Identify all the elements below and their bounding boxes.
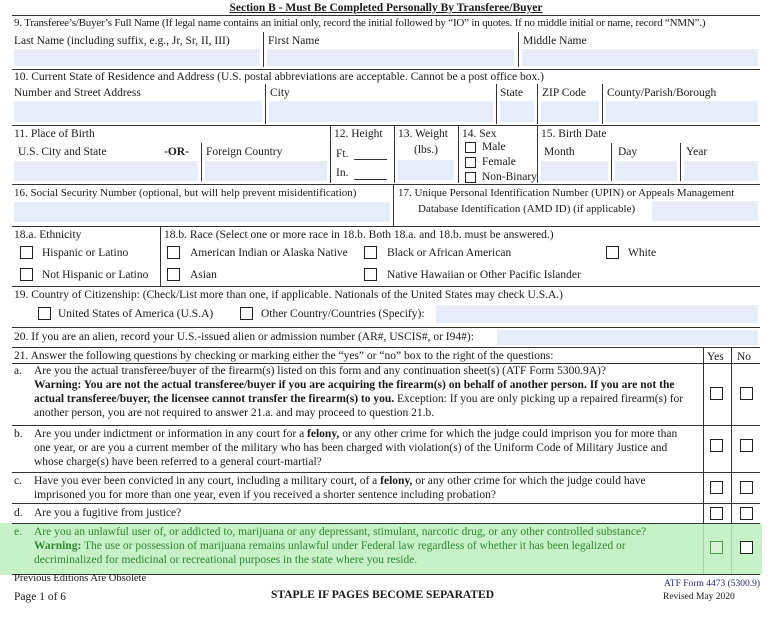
q10-city-label: City <box>270 87 290 99</box>
q21e-text <box>34 525 696 567</box>
q21c-bold: felony, <box>380 475 413 487</box>
q21c-text <box>34 474 696 502</box>
q12-in-label: In. <box>336 167 349 179</box>
race-pacific-islander-label: Native Hawaiian or Other Pacific Islander <box>387 269 581 281</box>
q9-middle-label: Middle Name <box>523 35 587 47</box>
first-name-field[interactable] <box>267 49 514 66</box>
q21b-no-checkbox[interactable] <box>740 439 753 452</box>
q9-last-label: Last Name (including suffix, e.g., Jr, Sr, II, III) <box>14 35 230 47</box>
q10-street-label: Number and Street Address <box>14 87 141 99</box>
q15-month-label: Month <box>544 146 575 158</box>
q17-label-line1: 17. Unique Personal Identification Number (UPIN) or Appeals Management <box>398 187 735 199</box>
q21d-yes-checkbox[interactable] <box>710 507 723 520</box>
q15-year-label: Year <box>686 146 708 158</box>
q21e-warning-rest: The use or possession of marijuana remains unlawful under Federal law regardless of whether it has been legalized or decriminalized for medicinal or recreational purposes in the state where you reside. <box>34 540 626 566</box>
race-white-checkbox[interactable] <box>606 246 619 259</box>
birth-year-field[interactable] <box>684 161 758 181</box>
footer-revised: Revised May 2020 <box>663 592 735 602</box>
q21b-text <box>34 427 696 469</box>
q13-unit-label: (lbs.) <box>414 144 438 156</box>
race-american-indian-label: American Indian or Alaska Native <box>190 247 348 259</box>
city-field[interactable] <box>269 101 493 122</box>
q21e-no-checkbox[interactable] <box>740 541 753 554</box>
q19-label: 19. Country of Citizenship: (Check/List more than one, if applicable. Nationals of the United States may check U.S.A.) <box>14 289 564 301</box>
hispanic-checkbox[interactable] <box>20 246 33 259</box>
other-country-field[interactable] <box>436 305 758 323</box>
sex-female-label: Female <box>482 156 516 168</box>
weight-field[interactable] <box>398 160 454 180</box>
q10-state-label: State <box>500 87 523 99</box>
q12-ft-label: Ft. <box>336 148 349 160</box>
q11-foreign-label: Foreign Country <box>206 146 283 158</box>
q21b-yes-checkbox[interactable] <box>710 439 723 452</box>
height-inches-field[interactable] <box>354 179 387 180</box>
q21a-no-checkbox[interactable] <box>740 387 753 400</box>
q21c-post: or any other crime for which the judge could have imprisoned you for more than one year, even if you received a shorter sentence including probation? <box>34 475 646 501</box>
q11-label: 11. Place of Birth <box>14 128 95 140</box>
birth-day-field[interactable] <box>615 161 677 181</box>
q21d-no-checkbox[interactable] <box>740 507 753 520</box>
sex-male-checkbox[interactable] <box>465 142 476 153</box>
upin-field[interactable] <box>652 201 758 221</box>
citizenship-usa-label: United States of America (U.S.A) <box>58 308 214 320</box>
citizenship-usa-checkbox[interactable] <box>38 307 51 320</box>
q21a-yes-checkbox[interactable] <box>710 387 723 400</box>
not-hispanic-checkbox[interactable] <box>20 268 33 281</box>
sex-nonbinary-label: Non-Binary <box>482 171 537 183</box>
race-black-label: Black or African American <box>387 247 512 259</box>
footer-form-number: ATF Form 4473 (5300.9) <box>664 579 761 589</box>
alien-number-field[interactable] <box>497 330 758 345</box>
q21e-warning-bold: Warning: <box>34 540 82 552</box>
q15-day-label: Day <box>618 146 638 158</box>
sex-nonbinary-checkbox[interactable] <box>465 172 476 183</box>
q18a-label: 18.a. Ethnicity <box>14 229 82 241</box>
q21e-letter: e. <box>14 526 22 538</box>
us-city-state-field[interactable] <box>14 161 198 181</box>
q14-label: 14. Sex <box>462 128 497 140</box>
race-pacific-islander-checkbox[interactable] <box>364 268 377 281</box>
q21e-question: Are you an unlawful user of, or addicted to, marijuana or any depressant, stimulant, narcotic drug, or any other controlled substance? <box>34 526 647 538</box>
birth-month-field[interactable] <box>541 161 608 181</box>
q21c-pre: Have you ever been convicted in any court, including a military court, of a <box>34 475 381 487</box>
height-feet-field[interactable] <box>354 159 387 160</box>
race-white-label: White <box>628 247 657 259</box>
footer-obsolete: Previous Editions Are Obsolete <box>14 573 147 584</box>
q21a-warning-rest: Exception: If you are only picking up a repaired firearm(s) for another person, you are not required to answer 21.a. and may proceed to question 21.b. <box>34 393 684 419</box>
zip-field[interactable] <box>541 101 599 122</box>
footer-staple-notice: STAPLE IF PAGES BECOME SEPARATED <box>271 589 495 601</box>
q21a-warning-bold: Warning: You are not the actual transferee/buyer if you are acquiring the firearm(s) on behalf of another person. If you are not the actual transferee/buyer, the licensee cannot transfer the firearm(s) to you. <box>34 379 675 405</box>
q15-label: 15. Birth Date <box>541 128 607 140</box>
citizenship-other-label: Other Country/Countries (Specify): <box>261 308 425 320</box>
q21b-pre: Are you under indictment or information in any court for a <box>34 428 308 440</box>
q21b-post: or any other crime for which the judge could imprison you for more than one year, or are you a current member of the military who has been charged with violation(s) of the Uniform Code of Military Justice and whose charge(s) have been referred to a general court-martial? <box>34 428 678 468</box>
q21d-letter: d. <box>14 507 23 519</box>
section-title: Section B - Must Be Completed Personally By Transferee/Buyer <box>229 2 543 14</box>
q21c-letter: c. <box>14 475 22 487</box>
not-hispanic-label: Not Hispanic or Latino <box>42 269 149 281</box>
race-american-indian-checkbox[interactable] <box>167 246 180 259</box>
q21-label: 21. Answer the following questions by checking or marking either the “yes” or “no” box to the right of the questions: <box>14 350 554 362</box>
q21a-text <box>34 364 702 420</box>
yes-column-header: Yes <box>707 351 724 363</box>
q10-county-label: County/Parish/Borough <box>607 87 717 99</box>
citizenship-other-checkbox[interactable] <box>240 307 253 320</box>
q21d-text: Are you a fugitive from justice? <box>34 507 182 519</box>
q21a-letter: a. <box>14 365 22 377</box>
foreign-country-field[interactable] <box>205 161 327 181</box>
q9-label: 9. Transferee’s/Buyer’s Full Name (If legal name contains an initial only, record the initial followed by “IO” in quotes. If no middle initial or name, record “NMN”.) <box>14 17 706 29</box>
q10-label: 10. Current State of Residence and Address (U.S. postal abbreviations are acceptable. Cannot be a post office box.) <box>14 71 544 83</box>
ssn-field[interactable] <box>14 202 390 222</box>
state-field[interactable] <box>500 101 534 122</box>
q21c-no-checkbox[interactable] <box>740 481 753 494</box>
q21c-yes-checkbox[interactable] <box>710 481 723 494</box>
sex-female-checkbox[interactable] <box>465 157 476 168</box>
q16-label: 16. Social Security Number (optional, but will help prevent misidentification) <box>14 187 357 199</box>
q20-label: 20. If you are an alien, record your U.S.-issued alien or admission number (AR#, USCIS#, or I94#): <box>14 331 474 343</box>
q11-us-label: U.S. City and State <box>18 146 107 158</box>
q21e-yes-checkbox[interactable] <box>710 541 723 554</box>
q12-label: 12. Height <box>334 128 383 140</box>
street-address-field[interactable] <box>14 101 262 122</box>
no-column-header: No <box>737 351 752 363</box>
q21b-bold: felony, <box>307 428 340 440</box>
county-field[interactable] <box>606 101 758 122</box>
sex-male-label: Male <box>482 141 506 153</box>
q21a-question: Are you the actual transferee/buyer of the firearm(s) listed on this form and any continuation sheet(s) (ATF Form 5300.9A)? <box>34 365 606 377</box>
q13-label: 13. Weight <box>398 128 448 140</box>
middle-name-field[interactable] <box>522 49 758 66</box>
q11-or-label: -OR- <box>164 146 189 158</box>
race-asian-checkbox[interactable] <box>167 268 180 281</box>
hispanic-label: Hispanic or Latino <box>42 247 129 259</box>
footer-page-number: Page 1 of 6 <box>14 591 67 603</box>
q10-zip-label: ZIP Code <box>542 87 586 99</box>
q21b-letter: b. <box>14 428 23 440</box>
q17-label-line2: Database Identification (AMD ID) (if applicable) <box>418 203 636 215</box>
q9-first-label: First Name <box>268 35 320 47</box>
race-asian-label: Asian <box>190 269 217 281</box>
q18b-label: 18.b. Race (Select one or more race in 18.b. Both 18.a. and 18.b. must be answered.) <box>164 229 554 241</box>
race-black-checkbox[interactable] <box>364 246 377 259</box>
last-name-field[interactable] <box>14 49 260 66</box>
